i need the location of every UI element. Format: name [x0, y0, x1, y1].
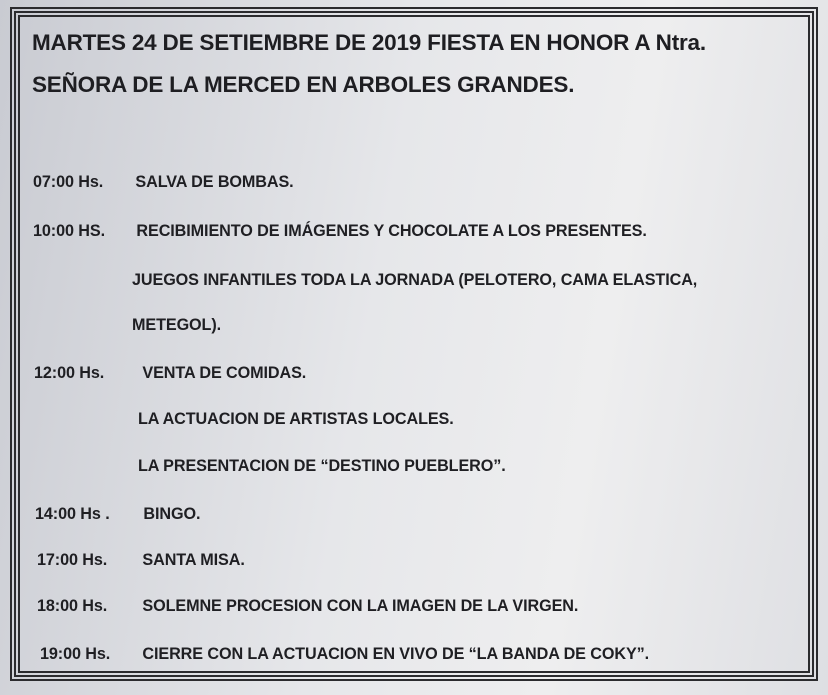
page-title [32, 22, 802, 106]
schedule-row [37, 551, 245, 570]
schedule-time: 07:00 Hs. [33, 173, 104, 191]
schedule-text: LA ACTUACION DE ARTISTAS LOCALES. [138, 410, 454, 428]
schedule-text: METEGOL). [132, 316, 222, 334]
schedule-text: JUEGOS INFANTILES TODA LA JORNADA (PELOTERO, CAMA ELASTICA, [132, 271, 698, 289]
schedule-row [33, 173, 294, 192]
title-line-2: SEÑORA DE LA MERCED EN ARBOLES GRANDES. [32, 72, 575, 97]
schedule-text: RECIBIMIENTO DE IMÁGENES Y CHOCOLATE A LOS PRESENTES. [136, 222, 647, 240]
schedule-text: SALVA DE BOMBAS. [135, 173, 294, 191]
schedule-text: VENTA DE COMIDAS. [142, 364, 307, 382]
schedule-row [132, 316, 221, 335]
schedule-time: 12:00 Hs. [34, 364, 105, 382]
schedule-text: SOLEMNE PROCESION CON LA IMAGEN DE LA VIRGEN. [142, 597, 579, 615]
schedule-row [34, 364, 306, 383]
schedule-time: 14:00 Hs . [35, 505, 110, 523]
schedule-time: 18:00 Hs. [37, 597, 108, 615]
schedule-row [33, 222, 647, 241]
schedule-row [37, 597, 578, 616]
schedule-text: LA PRESENTACION DE “DESTINO PUEBLERO”. [138, 457, 506, 475]
schedule-row [132, 271, 697, 290]
border-inner [18, 15, 810, 673]
schedule-time: 17:00 Hs. [37, 551, 108, 569]
schedule-text: CIERRE CON LA ACTUACION EN VIVO DE “LA BANDA DE COKY”. [142, 645, 650, 663]
title-line-1: MARTES 24 DE SETIEMBRE DE 2019 FIESTA EN HONOR A Ntra. [32, 30, 706, 55]
schedule-time: 19:00 Hs. [40, 645, 111, 663]
schedule-text: BINGO. [143, 505, 201, 523]
schedule-row [40, 645, 649, 664]
schedule-row [138, 457, 506, 476]
schedule-text: SANTA MISA. [142, 551, 245, 569]
schedule-row [35, 505, 200, 524]
schedule-time: 10:00 HS. [33, 222, 105, 240]
schedule-row [138, 410, 454, 429]
